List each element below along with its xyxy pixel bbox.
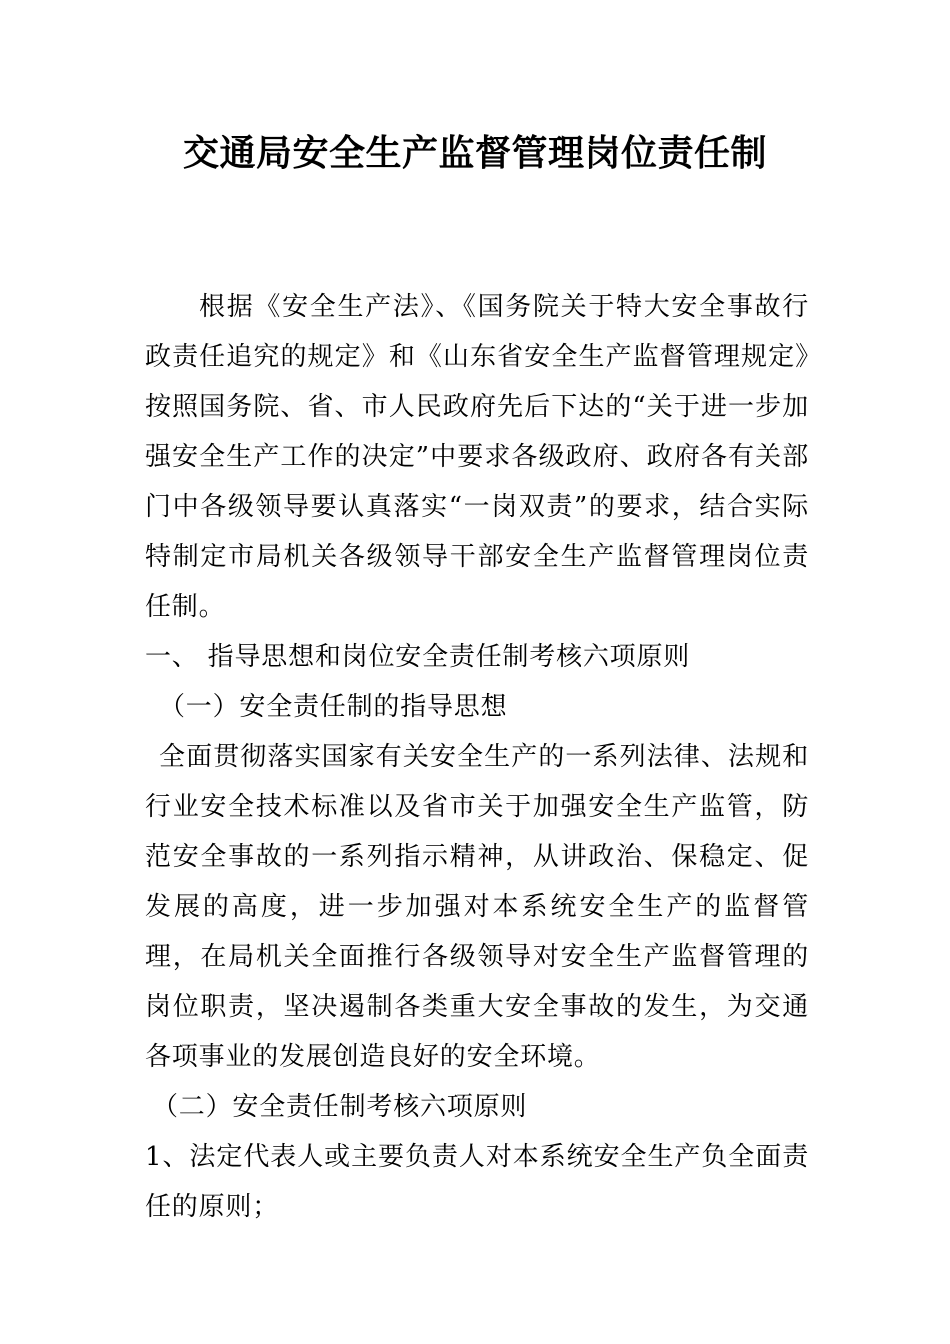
section-heading-1: 一、 指导思想和岗位安全责任制考核六项原则	[145, 642, 691, 672]
principle-item-1: 1、法定代表人或主要负责人对本系统安全生产负全面责任的原则；	[145, 1142, 809, 1222]
document-body	[145, 282, 809, 1232]
subsection-heading-1: （一）安全责任制的指导思想	[159, 692, 508, 722]
subsection-heading-2: （二）安全责任制考核六项原则	[152, 1092, 528, 1122]
document-title: 交通局安全生产监督管理岗位责任制	[182, 132, 767, 174]
paragraph-preamble: 根据《安全生产法》、《国务院关于特大安全事故行政责任追究的规定》和《山东省安全生产监督管理规定》按照国务院、省、市人民政府先后下达的“关于进一步加强安全生产工作的决定”中要求各级政府、政府各有关部门中各级领导要认真落实“一岗双责”的要求，结合实际特制定市局机关各级领导干部安全生产监督管理岗位责任制。	[145, 292, 809, 622]
paragraph-guiding-thought: 全面贯彻落实国家有关安全生产的一系列法律、法规和行业安全技术标准以及省市关于加强安全生产监管，防范安全事故的一系列指示精神，从讲政治、保稳定、促发展的高度，进一步加强对本系统安全生产的监督管理，在局机关全面推行各级领导对安全生产监督管理的岗位职责，坚决遏制各类重大安全事故的发生，为交通各项事业的发展创造良好的安全环境。	[145, 742, 809, 1072]
